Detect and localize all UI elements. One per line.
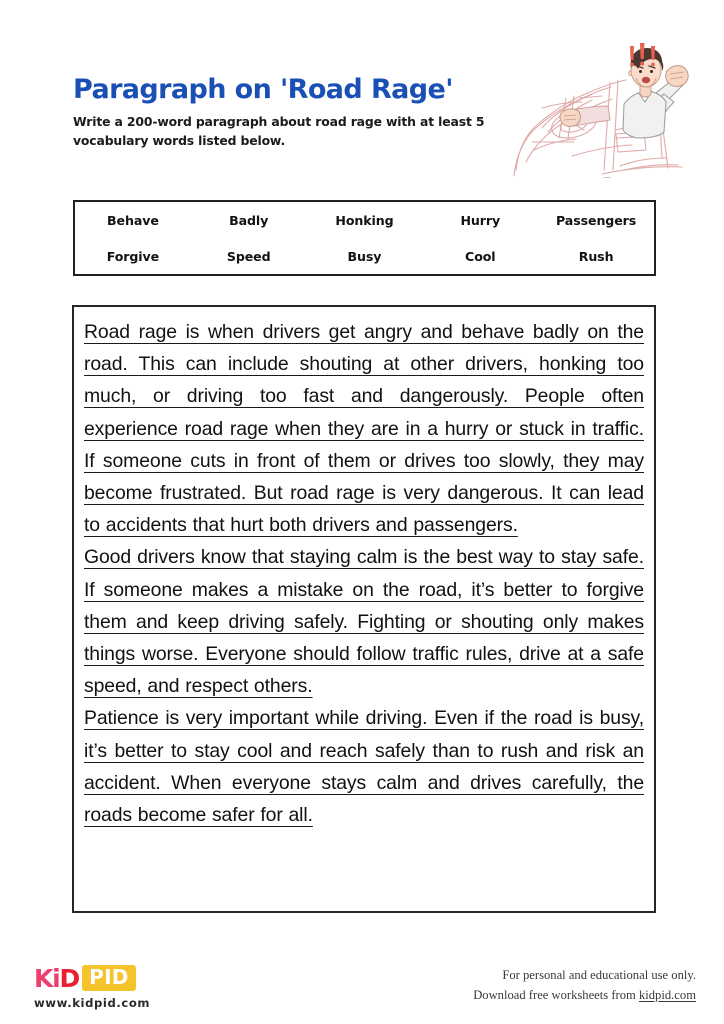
footer-note-line2: [473, 986, 696, 1006]
angry-driver-illustration: [512, 38, 694, 178]
footer-note-prefix: Download free worksheets from: [473, 987, 639, 1002]
footer-note: [473, 966, 696, 1005]
kidpid-logo[interactable]: [34, 965, 150, 1010]
vocab-word: Honking: [335, 212, 394, 228]
vocab-word: Rush: [578, 248, 614, 264]
worksheet-header: [73, 76, 513, 151]
logo-text-ki: KiD: [34, 963, 80, 993]
page-title: Paragraph on 'Road Rage': [73, 74, 453, 105]
logo-badge-pid: PID: [82, 965, 136, 991]
answer-paragraph: Good drivers know that staying calm is the best way to stay safe. If someone makes a mistake on the road, it’s better to forgive them and keep driving safely. Fighting or shouting only makes things worse. Everyone should follow traffic rules, drive at a safe speed, and respect others.: [84, 546, 644, 698]
vocab-word: Speed: [226, 248, 271, 264]
vocabulary-grid: [75, 202, 654, 274]
vocab-word: Hurry: [460, 212, 501, 228]
footer-kidpid-link[interactable]: kidpid.com: [638, 987, 696, 1002]
answer-box[interactable]: [72, 305, 656, 913]
footer-note-line1: For personal and educational use only.: [502, 968, 696, 982]
vocab-word: Busy: [347, 248, 382, 264]
vocab-word: Passengers: [556, 212, 637, 228]
vocab-word: Behave: [107, 212, 159, 228]
vocabulary-box: [73, 200, 656, 276]
logo-mark: [34, 965, 150, 991]
vocab-word: Badly: [229, 212, 269, 228]
page-footer: [0, 958, 724, 1024]
answer-paragraph: Patience is very important while driving. Even if the road is busy, it’s better to stay cool and reach safely than to rush and risk an accident. When everyone stays calm and drives carefully, the roads become safer for all.: [84, 707, 644, 827]
logo-url: www.kidpid.com: [34, 996, 151, 1010]
answer-paragraph: Road rage is when drivers get angry and behave badly on the road. This can include shouting at other drivers, honking too much, or driving too fast and dangerously. People often experience road rage when they are in a hurry or stuck in traffic. If someone cuts in front of them or drives too slowly, they may become frustrated. But road rage is very dangerous. It can lead to accidents that hurt both drivers and passengers.: [84, 321, 644, 537]
vocab-word: Forgive: [106, 248, 160, 264]
vocab-word: Cool: [465, 248, 496, 264]
worksheet-instructions: Write a 200-word paragraph about road rage with at least 5 vocabulary words listed below.: [73, 114, 485, 149]
answer-content: [74, 307, 654, 831]
